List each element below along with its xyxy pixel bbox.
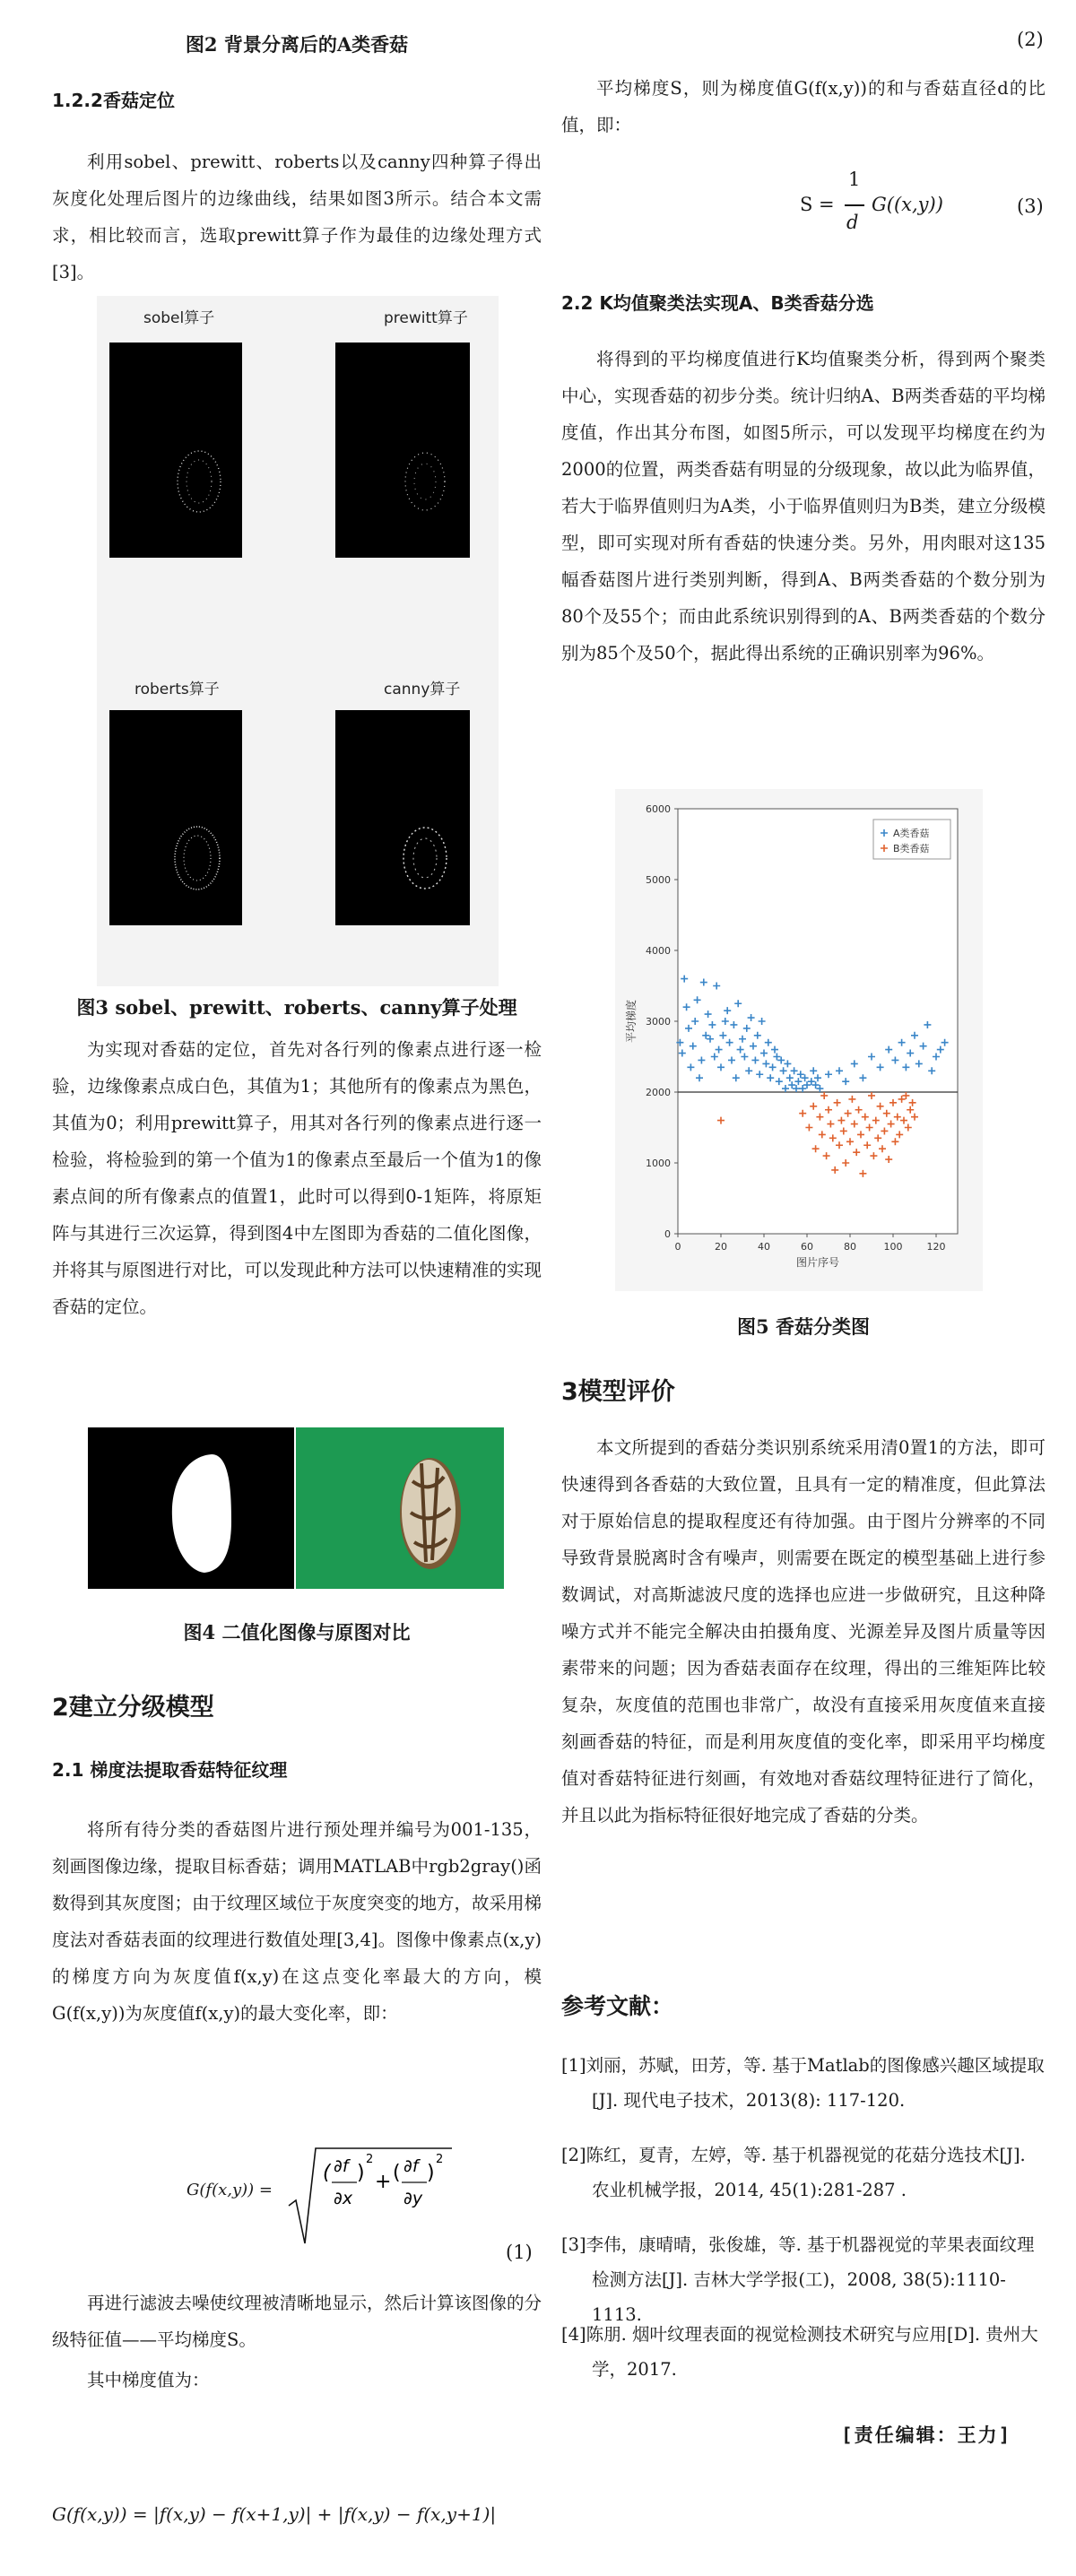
reference-1: [1]刘丽，苏赋，田芳，等. 基于Matlab的图像感兴趣区域提取[J]. 现代电子技术，2013(8): 117-120. bbox=[561, 2055, 1045, 2111]
eq3-number: (3) bbox=[1017, 195, 1044, 217]
svg-text:∂f: ∂f bbox=[334, 2156, 349, 2176]
x-tick-label: 20 bbox=[715, 1241, 727, 1253]
fig4-caption: 图4 二值化图像与原图对比 bbox=[183, 1621, 411, 1644]
svg-text:): ) bbox=[427, 2162, 435, 2184]
y-tick-label: 6000 bbox=[646, 803, 671, 815]
eq3-denominator: d bbox=[846, 212, 859, 233]
reference-4: [4]陈朋. 烟叶纹理表面的视觉检测技术研究与应用[D]. 贵州大学，2017. bbox=[561, 2324, 1038, 2380]
reference-3: [3]李伟，康晴晴，张俊雄，等. 基于机器视觉的苹果表面纹理检测方法[J]. 吉林大学学报(工)，2008, 38(5):1110-1113. bbox=[561, 2234, 1035, 2325]
paragraph-filter: 再进行滤波去噪使纹理被清晰地显示，然后计算该图像的分级特征值——平均梯度S。 bbox=[52, 2293, 542, 2350]
figure-5-chart bbox=[615, 789, 983, 1291]
fig4-binary-image bbox=[88, 1427, 294, 1589]
svg-text:∂x: ∂x bbox=[334, 2189, 353, 2208]
fig3-label-sobel: sobel算子 bbox=[143, 309, 215, 327]
y-tick-label: 0 bbox=[664, 1228, 671, 1240]
y-tick-label: 5000 bbox=[646, 874, 671, 886]
y-tick-label: 1000 bbox=[646, 1158, 671, 1169]
plot-area bbox=[678, 809, 958, 1234]
eq3-fraction-bar bbox=[845, 204, 864, 206]
svg-text:(: ( bbox=[323, 2162, 331, 2184]
eq1-lhs: G(f(x,y)) = bbox=[187, 2181, 273, 2199]
svg-text:2: 2 bbox=[436, 2153, 444, 2166]
svg-text:∂f: ∂f bbox=[404, 2156, 419, 2176]
fig3-roberts-image bbox=[109, 710, 242, 925]
x-tick-label: 120 bbox=[926, 1241, 946, 1253]
x-axis-label: 图片序号 bbox=[795, 1256, 840, 1269]
fig5-caption: 图5 香菇分类图 bbox=[737, 1315, 870, 1338]
eq2-number: (2) bbox=[1017, 29, 1044, 50]
equation-3 bbox=[800, 167, 961, 247]
section-3-heading: 3模型评价 bbox=[561, 1378, 675, 1406]
paragraph-where: 其中梯度值为： bbox=[87, 2370, 210, 2390]
paragraph-gradient-method: 将所有待分类的香菇图片进行预处理并编号为001-135，刻画图像边缘，提取目标香菇；调用MATLAB中rgb2gray()函数得到其灰度图；由于纹理区域位于灰度突变的地方，故采用梯度法对香菇表面的纹理进行数值处理[3,4]。图像中像素点(x,y)的梯度方向为灰度值f(x,y)在这点变化率最大的方向，模G(f(x,y))为灰度值f(x,y)的最大变化率，即： bbox=[52, 1819, 542, 2024]
svg-text:2: 2 bbox=[366, 2153, 374, 2166]
fig3-prewitt-image bbox=[335, 343, 470, 558]
fig3-caption: 图3 sobel、prewitt、roberts、canny算子处理 bbox=[76, 996, 517, 1019]
figure-3 bbox=[97, 296, 499, 986]
fig3-label-roberts: roberts算子 bbox=[134, 681, 220, 698]
x-tick-label: 60 bbox=[801, 1241, 813, 1253]
scatter-chart-svg bbox=[615, 789, 983, 1291]
references-heading: 参考文献： bbox=[561, 1993, 674, 2019]
eq3-lhs: S = bbox=[800, 194, 835, 215]
y-tick-label: 4000 bbox=[646, 945, 671, 957]
fig3-label-canny: canny算子 bbox=[384, 681, 461, 698]
eq3-numerator: 1 bbox=[848, 169, 861, 190]
section-2-heading: 2建立分级模型 bbox=[52, 1694, 214, 1722]
paragraph-localization: 为实现对香菇的定位，首先对各行列的像素点进行逐一检验，边缘像素点成白色，其值为1；其他所有的像素点为黑色，其值为0；利用prewitt算子，用其对各行列的像素点进行逐一检验，将检验到的第一个值为1的像素点至最后一个值为1的像素点间的所有像素点的值置1，此时可以得到0-1矩阵，将原矩阵与其进行三次运算，得到图4中左图即为香菇的二值化图像，并将其与原图进行对比，可以发现此种方法可以快速精准的实现香菇的定位。 bbox=[52, 1039, 542, 1317]
paragraph-edge-detection: 利用sobel、prewitt、roberts以及canny四种算子得出灰度化处理后图片的边缘曲线，结果如图3所示。结合本文需求，相比较而言，选取prewitt算子作为最佳的边缘处理方式[3]。 bbox=[52, 152, 542, 282]
x-tick-label: 0 bbox=[674, 1241, 681, 1253]
svg-text:+: + bbox=[375, 2171, 392, 2193]
svg-text:): ) bbox=[357, 2162, 365, 2184]
fig2-caption: 图2 背景分离后的A类香菇 bbox=[185, 33, 409, 56]
svg-text:(: ( bbox=[393, 2162, 401, 2184]
y-tick-label: 3000 bbox=[646, 1016, 671, 1028]
section-2-2-heading: 2.2 K均值聚类法实现A、B类香菇分选 bbox=[561, 292, 874, 314]
x-tick-label: 80 bbox=[844, 1241, 856, 1253]
paragraph-evaluation: 本文所提到的香菇分类识别系统采用清0置1的方法，即可快速得到各香菇的大致位置，且具有一定的精准度，但此算法对于原始信息的提取程度还有待加强。由于图片分辨率的不同导致背景脱离时含有噪声，则需要在既定的模型基础上进行参数调试，对高斯滤波尺度的选择也应进一步做研究，且这种降噪方式并不能完全解决由拍摄角度、光源差异及图片质量等因素带来的问题；因为香菇表面存在纹理，得出的三维矩阵比较复杂，灰度值的范围也非常广，故没有直接采用灰度值来直接刻画香菇的特征，而是利用灰度值的变化率，即采用平均梯度值对香菇特征进行刻画，有效地对香菇纹理特征进行了简化，并且以此为指标特征很好地完成了香菇的分类。 bbox=[561, 1437, 1046, 1826]
responsible-editor: [责任编辑：王力] bbox=[841, 2424, 1012, 2446]
eq1-number: (1) bbox=[506, 2242, 533, 2263]
paragraph-average-gradient: 平均梯度S，则为梯度值G(f(x,y))的和与香菇直径d的比值，即： bbox=[561, 78, 1046, 135]
legend-label: B类香菇 bbox=[893, 843, 930, 854]
section-1-2-2-heading: 1.2.2香菇定位 bbox=[52, 90, 175, 111]
fig4-original-image bbox=[296, 1427, 504, 1589]
reference-2: [2]陈红，夏青，左婷，等. 基于机器视觉的花菇分选技术[J]. 农业机械学报，2014, 45(1):281-287 . bbox=[561, 2145, 1026, 2200]
section-2-1-heading: 2.1 梯度法提取香菇特征纹理 bbox=[52, 1759, 288, 1781]
eq1-radical bbox=[285, 2143, 456, 2251]
fig3-label-prewitt: prewitt算子 bbox=[384, 309, 468, 327]
x-tick-label: 100 bbox=[883, 1241, 903, 1253]
y-axis-label: 平均梯度 bbox=[625, 999, 638, 1044]
eq3-rhs: G((x,y)) bbox=[872, 194, 943, 215]
fig3-sobel-image bbox=[109, 343, 242, 558]
fig3-canny-image bbox=[335, 710, 470, 925]
y-tick-label: 2000 bbox=[646, 1087, 671, 1098]
equation-1 bbox=[187, 2143, 456, 2251]
paragraph-kmeans: 将得到的平均梯度值进行K均值聚类分析，得到两个聚类中心，实现香菇的初步分类。统计归纳A、B两类香菇的平均梯度值，作出其分布图，如图5所示，可以发现平均梯度在约为2000的位置，两类香菇有明显的分级现象，故以此为临界值，若大于临界值则归为A类，小于临界值则归为B类，建立分级模型，即可实现对所有香菇的快速分类。另外，用肉眼对这135幅香菇图片进行类别判断，得到A、B两类香菇的个数分别为80个及55个；而由此系统识别得到的A、B两类香菇的个数分别为85个及50个，据此得出系统的正确识别率为96%。 bbox=[561, 349, 1046, 664]
x-tick-label: 40 bbox=[758, 1241, 770, 1253]
svg-text:∂y: ∂y bbox=[404, 2189, 423, 2208]
legend-label: A类香菇 bbox=[893, 828, 930, 839]
equation-2: G(f(x,y)) = |f(x,y) − f(x+1,y)| + |f(x,y) − f(x,y+1)| bbox=[52, 2503, 497, 2525]
